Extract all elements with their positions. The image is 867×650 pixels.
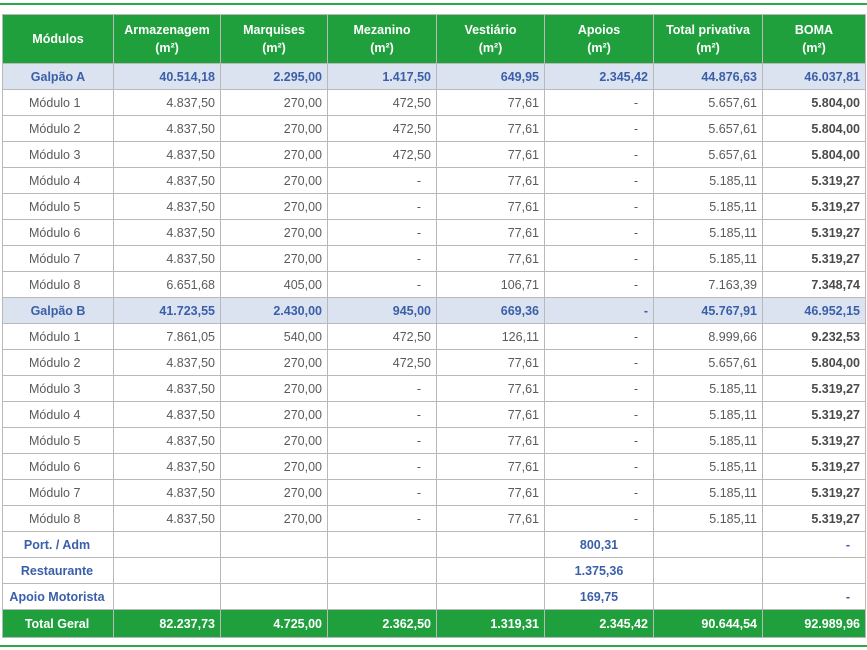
- cell-modulo: Restaurante: [3, 558, 114, 584]
- cell-boma: 5.804,00: [763, 90, 866, 116]
- cell-mezanino: -: [328, 402, 437, 428]
- cell-armazenagem: 4.837,50: [114, 220, 221, 246]
- cell-mezanino: -: [328, 272, 437, 298]
- header-unit: (m²): [802, 41, 826, 55]
- cell-modulo: Módulo 5: [3, 428, 114, 454]
- cell-marquises: 270,00: [221, 194, 328, 220]
- cell-boma: [763, 558, 866, 584]
- cell-apoios: -: [545, 402, 654, 428]
- group-row: [3, 298, 866, 324]
- cell-apoios: 2.345,42: [545, 610, 654, 638]
- cell-total-privativa: 7.163,39: [654, 272, 763, 298]
- area-table: [2, 14, 866, 638]
- cell-boma: 5.804,00: [763, 350, 866, 376]
- header-modulos: Módulos: [3, 15, 114, 64]
- group-row: [3, 64, 866, 90]
- cell-vestiario: 77,61: [437, 506, 545, 532]
- cell-boma: 5.319,27: [763, 220, 866, 246]
- cell-armazenagem: 4.837,50: [114, 142, 221, 168]
- cell-vestiario: 77,61: [437, 246, 545, 272]
- cell-marquises: 270,00: [221, 402, 328, 428]
- cell-mezanino: [328, 532, 437, 558]
- cell-apoios: -: [545, 168, 654, 194]
- cell-boma: -: [763, 532, 866, 558]
- table-row: [3, 168, 866, 194]
- cell-vestiario: 77,61: [437, 194, 545, 220]
- cell-marquises: 540,00: [221, 324, 328, 350]
- cell-vestiario: 77,61: [437, 402, 545, 428]
- header-unit: (m²): [262, 41, 286, 55]
- cell-mezanino: -: [328, 428, 437, 454]
- cell-modulo: Módulo 8: [3, 506, 114, 532]
- cell-mezanino: -: [328, 376, 437, 402]
- cell-marquises: 270,00: [221, 168, 328, 194]
- cell-modulo: Apoio Motorista: [3, 584, 114, 610]
- cell-boma: -: [763, 584, 866, 610]
- cell-apoios: -: [545, 324, 654, 350]
- cell-apoios: 169,75: [545, 584, 654, 610]
- cell-boma: 5.319,27: [763, 168, 866, 194]
- cell-vestiario: 77,61: [437, 168, 545, 194]
- cell-armazenagem: 7.861,05: [114, 324, 221, 350]
- cell-marquises: 270,00: [221, 142, 328, 168]
- cell-boma: 5.319,27: [763, 402, 866, 428]
- table-row: [3, 480, 866, 506]
- header-mezanino: Mezanino (m²): [328, 15, 437, 64]
- cell-modulo: Módulo 8: [3, 272, 114, 298]
- cell-vestiario: [437, 558, 545, 584]
- table-row: [3, 194, 866, 220]
- cell-total-privativa: 5.185,11: [654, 428, 763, 454]
- cell-vestiario: [437, 584, 545, 610]
- cell-modulo: Galpão B: [3, 298, 114, 324]
- cell-modulo: Módulo 1: [3, 324, 114, 350]
- cell-armazenagem: 4.837,50: [114, 350, 221, 376]
- cell-boma: 5.319,27: [763, 428, 866, 454]
- cell-marquises: 270,00: [221, 454, 328, 480]
- cell-total-privativa: [654, 584, 763, 610]
- cell-marquises: 270,00: [221, 350, 328, 376]
- cell-armazenagem: 4.837,50: [114, 454, 221, 480]
- cell-marquises: 2.295,00: [221, 64, 328, 90]
- cell-armazenagem: 4.837,50: [114, 116, 221, 142]
- cell-armazenagem: 4.837,50: [114, 506, 221, 532]
- cell-boma: 5.319,27: [763, 376, 866, 402]
- top-rule: [0, 3, 867, 5]
- cell-vestiario: 77,61: [437, 376, 545, 402]
- header-row: [3, 15, 866, 64]
- cell-total-privativa: 8.999,66: [654, 324, 763, 350]
- cell-mezanino: 1.417,50: [328, 64, 437, 90]
- table-row: [3, 90, 866, 116]
- header-apoios: Apoios (m²): [545, 15, 654, 64]
- cell-armazenagem: 4.837,50: [114, 428, 221, 454]
- cell-vestiario: 77,61: [437, 480, 545, 506]
- cell-modulo: Total Geral: [3, 610, 114, 638]
- cell-modulo: Módulo 4: [3, 402, 114, 428]
- cell-marquises: 270,00: [221, 220, 328, 246]
- cell-armazenagem: 40.514,18: [114, 64, 221, 90]
- cell-total-privativa: 5.657,61: [654, 142, 763, 168]
- cell-total-privativa: 5.185,11: [654, 194, 763, 220]
- cell-total-privativa: 45.767,91: [654, 298, 763, 324]
- cell-vestiario: 126,11: [437, 324, 545, 350]
- cell-mezanino: 472,50: [328, 90, 437, 116]
- cell-mezanino: -: [328, 506, 437, 532]
- extra-row: [3, 584, 866, 610]
- cell-boma: 5.319,27: [763, 454, 866, 480]
- cell-total-privativa: 5.185,11: [654, 376, 763, 402]
- cell-boma: 5.319,27: [763, 246, 866, 272]
- cell-marquises: 270,00: [221, 246, 328, 272]
- cell-marquises: 2.430,00: [221, 298, 328, 324]
- cell-boma: 92.989,96: [763, 610, 866, 638]
- cell-total-privativa: 5.185,11: [654, 220, 763, 246]
- cell-modulo: Módulo 6: [3, 454, 114, 480]
- cell-mezanino: -: [328, 246, 437, 272]
- table-body: [3, 64, 866, 638]
- cell-apoios: -: [545, 376, 654, 402]
- header-vestiario: Vestiário (m²): [437, 15, 545, 64]
- cell-modulo: Módulo 5: [3, 194, 114, 220]
- cell-modulo: Módulo 3: [3, 142, 114, 168]
- cell-marquises: 270,00: [221, 376, 328, 402]
- cell-apoios: -: [545, 506, 654, 532]
- cell-mezanino: 945,00: [328, 298, 437, 324]
- cell-armazenagem: [114, 584, 221, 610]
- header-unit: (m²): [587, 41, 611, 55]
- cell-vestiario: 77,61: [437, 116, 545, 142]
- cell-armazenagem: 4.837,50: [114, 480, 221, 506]
- cell-armazenagem: 4.837,50: [114, 168, 221, 194]
- cell-boma: 9.232,53: [763, 324, 866, 350]
- cell-apoios: 800,31: [545, 532, 654, 558]
- cell-total-privativa: 5.185,11: [654, 480, 763, 506]
- cell-modulo: Módulo 6: [3, 220, 114, 246]
- cell-vestiario: 1.319,31: [437, 610, 545, 638]
- table-row: [3, 116, 866, 142]
- cell-marquises: 270,00: [221, 90, 328, 116]
- table-row: [3, 376, 866, 402]
- cell-mezanino: [328, 584, 437, 610]
- cell-vestiario: 77,61: [437, 220, 545, 246]
- extra-row: [3, 558, 866, 584]
- cell-mezanino: 472,50: [328, 116, 437, 142]
- table-row: [3, 350, 866, 376]
- cell-total-privativa: 5.185,11: [654, 506, 763, 532]
- cell-marquises: 270,00: [221, 428, 328, 454]
- cell-boma: 5.319,27: [763, 480, 866, 506]
- cell-apoios: -: [545, 428, 654, 454]
- cell-total-privativa: [654, 532, 763, 558]
- cell-marquises: 270,00: [221, 506, 328, 532]
- cell-boma: 7.348,74: [763, 272, 866, 298]
- cell-armazenagem: 4.837,50: [114, 376, 221, 402]
- cell-vestiario: 77,61: [437, 428, 545, 454]
- cell-total-privativa: 5.185,11: [654, 454, 763, 480]
- cell-vestiario: 77,61: [437, 90, 545, 116]
- cell-mezanino: -: [328, 220, 437, 246]
- header-unit: (m²): [696, 41, 720, 55]
- cell-apoios: -: [545, 220, 654, 246]
- cell-mezanino: 472,50: [328, 324, 437, 350]
- cell-modulo: Módulo 4: [3, 168, 114, 194]
- cell-apoios: -: [545, 90, 654, 116]
- cell-boma: 46.037,81: [763, 64, 866, 90]
- table-row: [3, 246, 866, 272]
- header-unit: (m²): [370, 41, 394, 55]
- cell-armazenagem: 4.837,50: [114, 194, 221, 220]
- cell-armazenagem: 4.837,50: [114, 90, 221, 116]
- cell-modulo: Galpão A: [3, 64, 114, 90]
- cell-apoios: -: [545, 298, 654, 324]
- cell-total-privativa: 5.657,61: [654, 350, 763, 376]
- table-row: [3, 454, 866, 480]
- cell-marquises: 4.725,00: [221, 610, 328, 638]
- cell-vestiario: 649,95: [437, 64, 545, 90]
- cell-boma: 5.319,27: [763, 506, 866, 532]
- total-row: [3, 610, 866, 638]
- cell-apoios: -: [545, 142, 654, 168]
- cell-marquises: 270,00: [221, 480, 328, 506]
- cell-modulo: Módulo 7: [3, 480, 114, 506]
- cell-apoios: 2.345,42: [545, 64, 654, 90]
- cell-total-privativa: 44.876,63: [654, 64, 763, 90]
- cell-vestiario: 106,71: [437, 272, 545, 298]
- cell-apoios: -: [545, 272, 654, 298]
- cell-vestiario: 669,36: [437, 298, 545, 324]
- cell-marquises: 270,00: [221, 116, 328, 142]
- cell-boma: 5.804,00: [763, 142, 866, 168]
- cell-mezanino: 472,50: [328, 142, 437, 168]
- cell-vestiario: 77,61: [437, 454, 545, 480]
- cell-apoios: -: [545, 350, 654, 376]
- cell-vestiario: 77,61: [437, 142, 545, 168]
- cell-modulo: Módulo 1: [3, 90, 114, 116]
- header-armazenagem: Armazenagem (m²): [114, 15, 221, 64]
- cell-armazenagem: 41.723,55: [114, 298, 221, 324]
- cell-marquises: 405,00: [221, 272, 328, 298]
- cell-boma: 5.804,00: [763, 116, 866, 142]
- cell-modulo: Módulo 2: [3, 116, 114, 142]
- cell-armazenagem: 4.837,50: [114, 402, 221, 428]
- cell-marquises: [221, 584, 328, 610]
- cell-mezanino: -: [328, 194, 437, 220]
- cell-total-privativa: 5.185,11: [654, 246, 763, 272]
- cell-total-privativa: 5.657,61: [654, 116, 763, 142]
- cell-mezanino: -: [328, 454, 437, 480]
- table-row: [3, 402, 866, 428]
- cell-mezanino: -: [328, 168, 437, 194]
- cell-mezanino: [328, 558, 437, 584]
- cell-vestiario: [437, 532, 545, 558]
- cell-modulo: Port. / Adm: [3, 532, 114, 558]
- table-row: [3, 220, 866, 246]
- cell-marquises: [221, 558, 328, 584]
- table-row: [3, 428, 866, 454]
- cell-apoios: 1.375,36: [545, 558, 654, 584]
- cell-mezanino: 2.362,50: [328, 610, 437, 638]
- cell-vestiario: 77,61: [437, 350, 545, 376]
- cell-modulo: Módulo 2: [3, 350, 114, 376]
- header-unit: (m²): [478, 41, 503, 55]
- header-total-privativa: Total privativa (m²): [654, 15, 763, 64]
- cell-apoios: -: [545, 480, 654, 506]
- cell-armazenagem: [114, 532, 221, 558]
- cell-modulo: Módulo 7: [3, 246, 114, 272]
- cell-total-privativa: 90.644,54: [654, 610, 763, 638]
- cell-apoios: -: [545, 454, 654, 480]
- cell-boma: 46.952,15: [763, 298, 866, 324]
- header-boma: BOMA (m²): [763, 15, 866, 64]
- cell-total-privativa: 5.185,11: [654, 168, 763, 194]
- table-row: [3, 324, 866, 350]
- table-row: [3, 506, 866, 532]
- cell-total-privativa: [654, 558, 763, 584]
- header-unit: (m²): [155, 41, 179, 55]
- cell-apoios: -: [545, 194, 654, 220]
- cell-apoios: -: [545, 246, 654, 272]
- cell-armazenagem: 4.837,50: [114, 246, 221, 272]
- cell-boma: 5.319,27: [763, 194, 866, 220]
- cell-apoios: -: [545, 116, 654, 142]
- cell-armazenagem: [114, 558, 221, 584]
- cell-mezanino: -: [328, 480, 437, 506]
- cell-total-privativa: 5.185,11: [654, 402, 763, 428]
- cell-total-privativa: 5.657,61: [654, 90, 763, 116]
- extra-row: [3, 532, 866, 558]
- bottom-rule: [0, 645, 867, 647]
- table-row: [3, 142, 866, 168]
- cell-armazenagem: 6.651,68: [114, 272, 221, 298]
- cell-modulo: Módulo 3: [3, 376, 114, 402]
- cell-armazenagem: 82.237,73: [114, 610, 221, 638]
- cell-marquises: [221, 532, 328, 558]
- header-marquises: Marquises (m²): [221, 15, 328, 64]
- cell-mezanino: 472,50: [328, 350, 437, 376]
- table-row: [3, 272, 866, 298]
